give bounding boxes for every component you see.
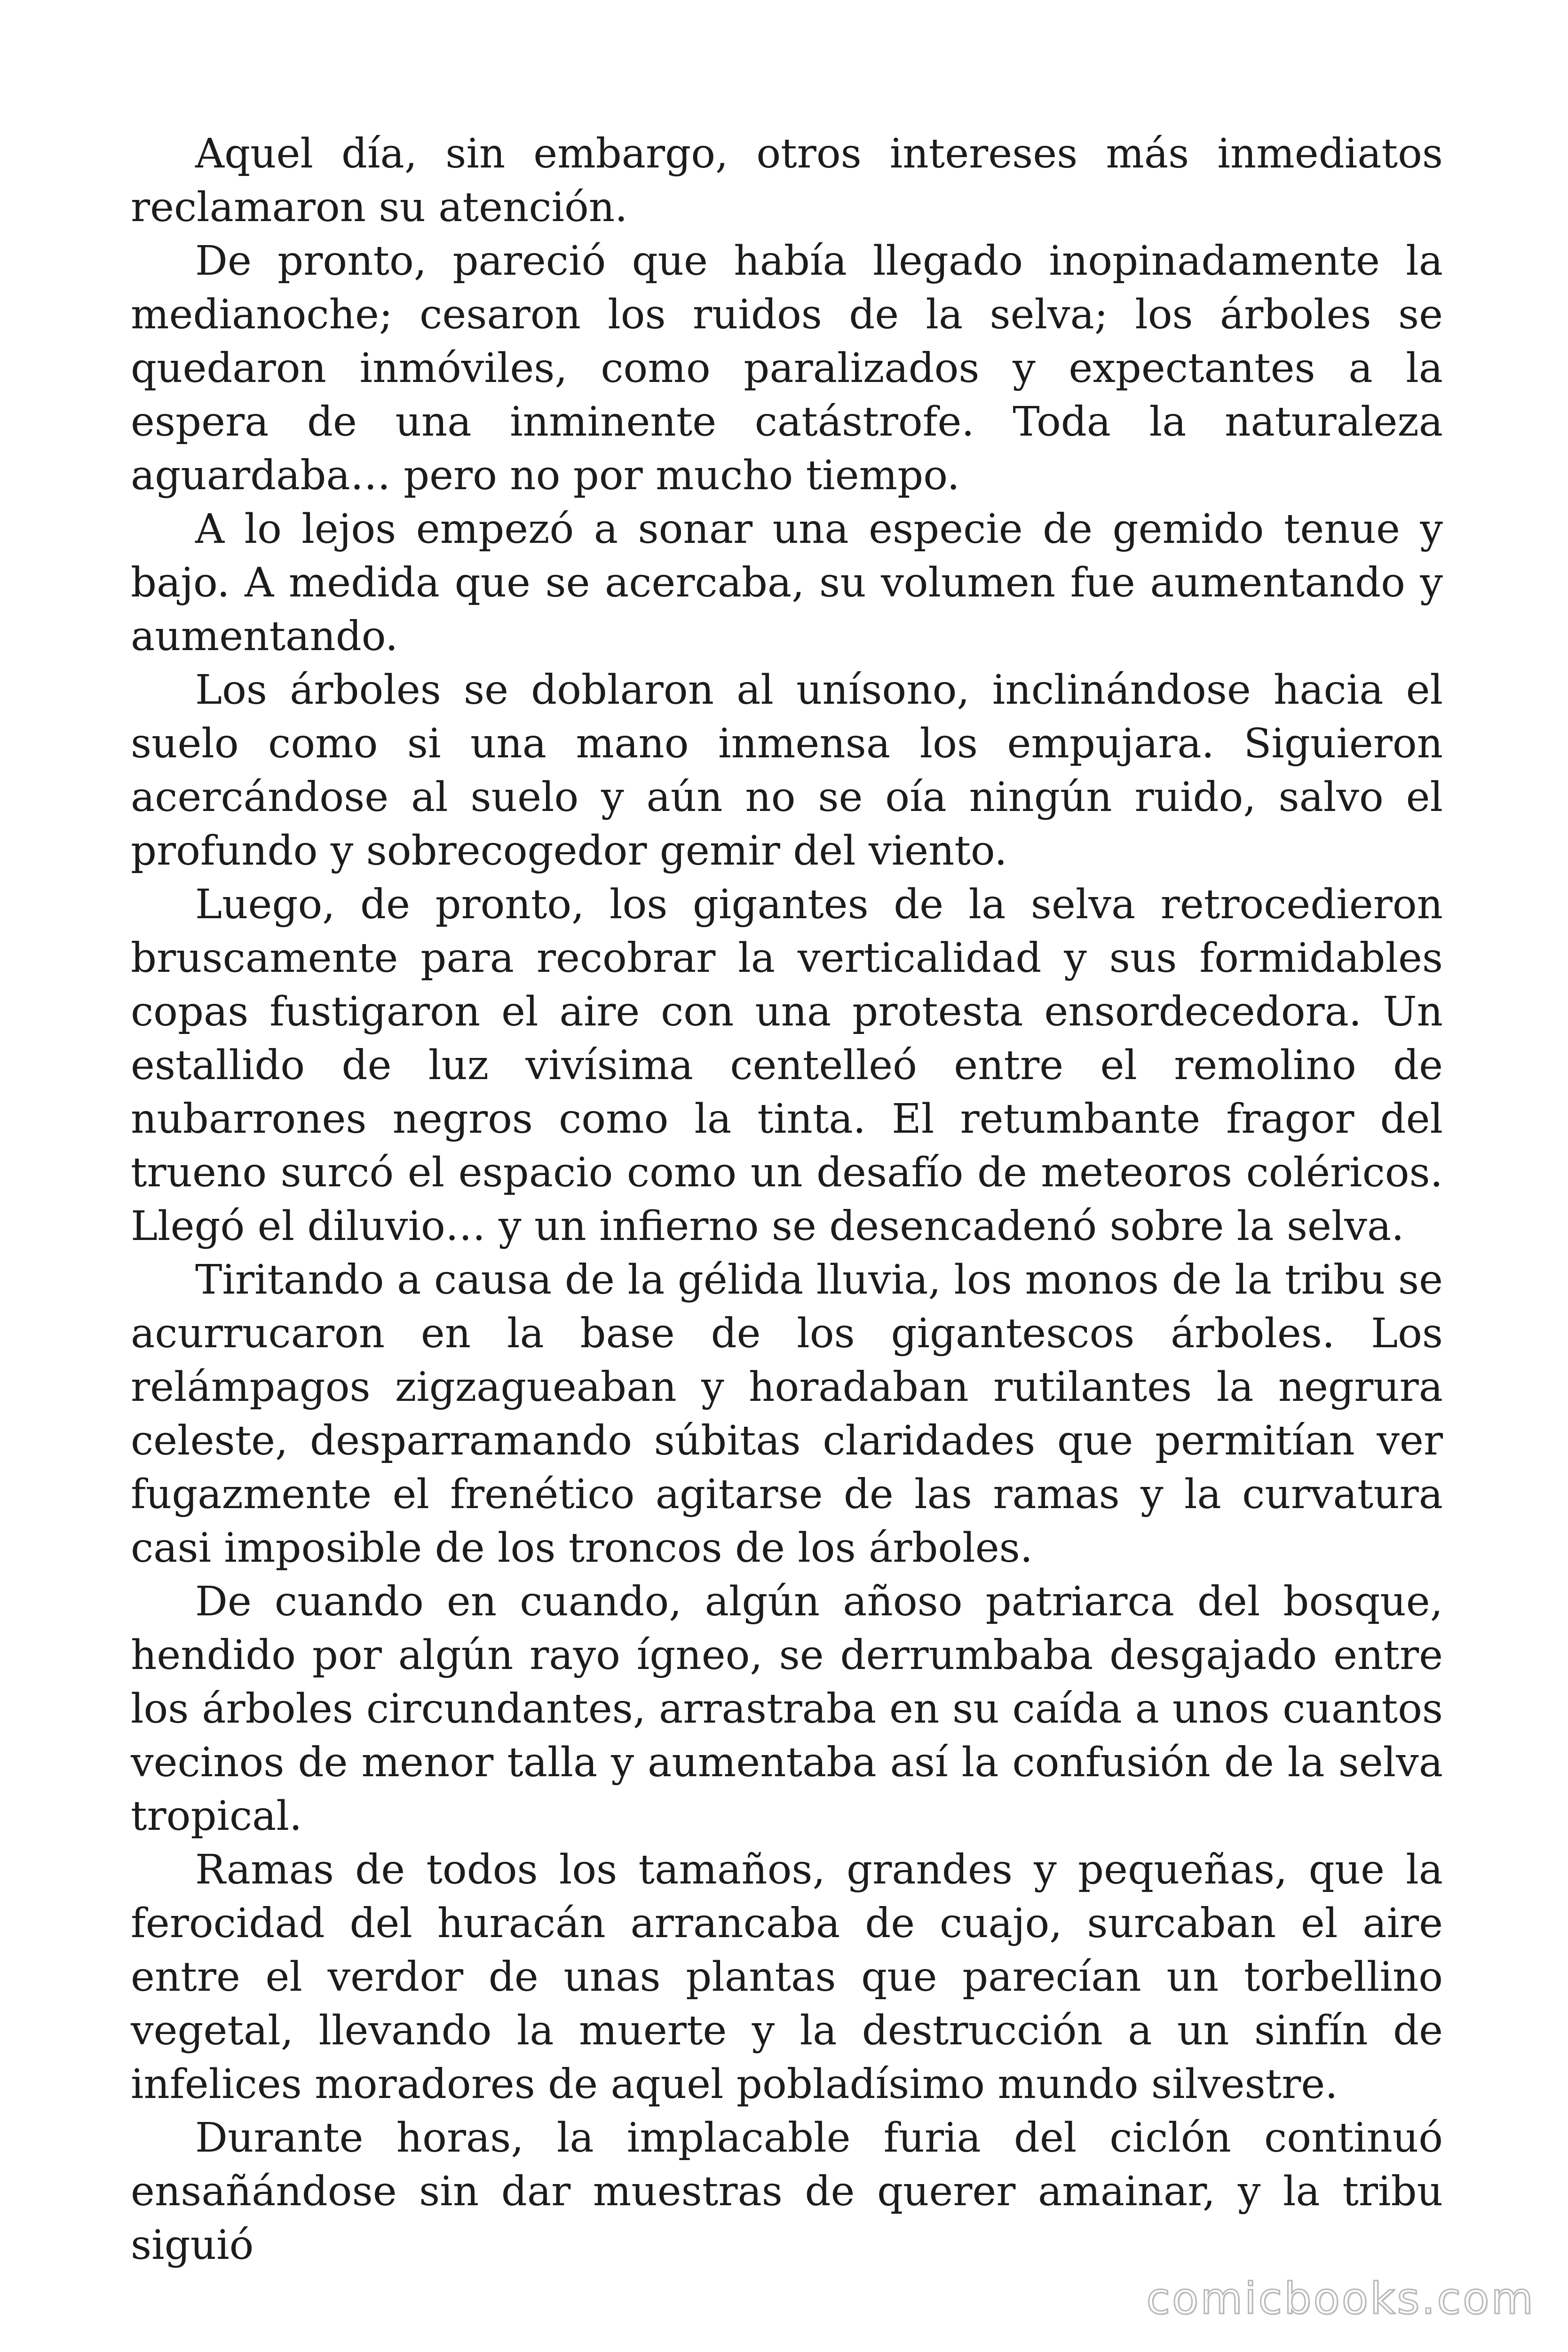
paragraph-9: Durante horas, la implacable furia del ciclón continuó ensañándose sin dar muestras de querer amainar, y la tribu siguió bbox=[131, 2114, 1443, 2269]
paragraph-1: Aquel día, sin embargo, otros intereses más inmediatos reclamaron su atención. bbox=[131, 130, 1443, 231]
paragraph-3: A lo lejos empezó a sonar una especie de gemido tenue y bajo. A medida que se acercaba, su volumen fue aumentando y aumentando. bbox=[131, 506, 1443, 660]
paragraph-4: Los árboles se doblaron al unísono, inclinándose hacia el suelo como si una mano inmensa los empujara. Siguieron acercándose al suelo y aún no se oía ningún ruido, salvo el profundo y sobrecogedor gemir del viento. bbox=[131, 667, 1443, 874]
paragraph-6: Tiritando a causa de la gélida lluvia, los monos de la tribu se acurrucaron en la base de los gigantescos árboles. Los relámpagos zigzagueaban y horadaban rutilantes la negrura celeste, desparramando súbitas claridades que permitían ver fugazmente el frenético agitarse de las ramas y la curvatura casi imposible de los troncos de los árboles. bbox=[131, 1256, 1443, 1572]
watermark: comicbooks.com bbox=[1146, 2273, 1535, 2324]
paragraph-2: De pronto, pareció que había llegado inopinadamente la medianoche; cesaron los ruidos de la selva; los árboles se quedaron inmóviles, como paralizados y expectantes a la espera de una inminente catástrofe. Toda la naturaleza aguardaba… pero no por mucho tiempo. bbox=[131, 238, 1443, 499]
paragraph-7: De cuando en cuando, algún añoso patriarca del bosque, hendido por algún rayo ígneo, se derrumbaba desgajado entre los árboles circundantes, arrastraba en su caída a unos cuantos vecinos de menor talla y aumentaba así la confusión de la selva tropical. bbox=[131, 1578, 1443, 1840]
paragraph-8: Ramas de todos los tamaños, grandes y pequeñas, que la ferocidad del huracán arrancaba de cuajo, surcaban el aire entre el verdor de unas plantas que parecían un torbellino vegetal, llevando la muerte y la destrucción a un sinfín de infelices moradores de aquel pobladísimo mundo silvestre. bbox=[131, 1846, 1443, 2108]
page-body bbox=[131, 127, 1443, 2272]
paragraph-5: Luego, de pronto, los gigantes de la selva retrocedieron bruscamente para recobrar la verticalidad y sus formidables copas fustigaron el aire con una protesta ensordecedora. Un estallido de luz vivísima centelleó entre el remolino de nubarrones negros como la tinta. El retumbante fragor del trueno surcó el espacio como un desafío de meteoros coléricos. Llegó el diluvio… y un infierno se desencadenó sobre la selva. bbox=[131, 881, 1443, 1250]
